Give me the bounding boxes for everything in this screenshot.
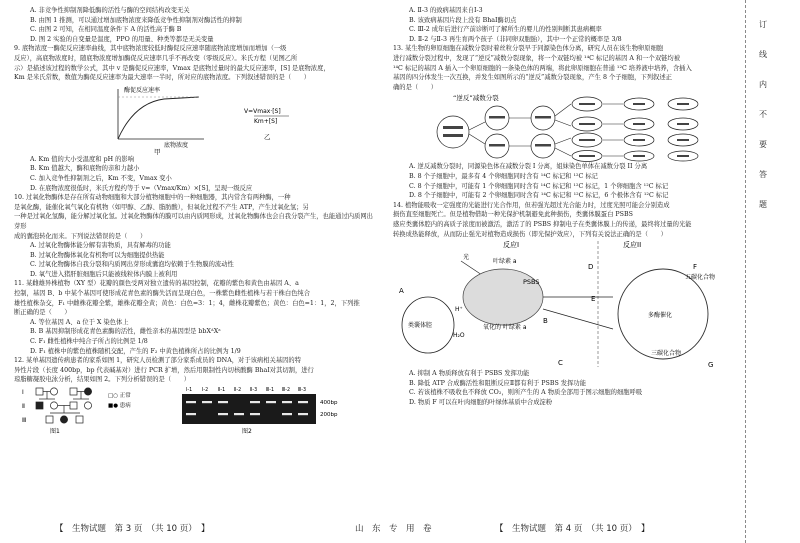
chart-xlabel: 底物浓度 (164, 141, 189, 149)
q12-stem-2: 异性片段（长度 400bp，bp 代表碱基对）进行 PCR 扩增，然后用限制性内切核酸酶 BhaⅠ对其切割，进行 (14, 366, 314, 374)
q8-option-a: A. 非竞争性抑制剂降低酶的活性与酶的空间结构改变无关 (30, 7, 190, 14)
pedigree-legend-normal: □○ 正常 (108, 393, 131, 399)
q12-option-a: A. Ⅱ-3 的致病基因来自Ⅰ-3 (409, 7, 483, 14)
letter-d: D (588, 263, 594, 272)
letter-g: G (708, 361, 714, 370)
psbs-label: PSBS (523, 278, 540, 287)
gel-lane-label: Ⅲ-2 (282, 388, 291, 393)
footer-right: 【 生物试题 第 4 页 （共 10 页） 】 (495, 524, 650, 534)
footer-left: 【 生物试题 第 3 页 （共 10 页） 】 (55, 524, 210, 534)
q10-stem-3: 一种是过氧化氢酶，能分解过氧化氢。过氧化物酶体的膜可以由内质网形成，过氧化物酶体也会自我分裂产生，也能通过内质网出芽形 (14, 213, 373, 230)
mm-formula-denominator: Km+[S] (254, 117, 278, 125)
q9-option-a: A. Km 值的大小受温度和 pH 的影响 (30, 155, 135, 163)
q14-option-a: A. 抑制 A 物质释放有利于 PSBS 发挥功能 (409, 370, 530, 378)
gel-lane-label: Ⅲ-1 (266, 388, 275, 393)
q13-stem-3: ¹⁴C 标记的基因 A 插入一个卵原细胞的一条染色体的两端，将此卵原细胞在普通 ¹²C 培养液中培养，含插入 (393, 64, 692, 72)
gel-background (182, 394, 316, 424)
q11-stem-1: 11. 某雌雄异株植物（XY 型）花瓣的颜色受两对独立遗传的基因控制，花瓣的紫色和黄色由基因 A、a (14, 280, 299, 288)
q14-stem-2: 损伤直至细胞死亡。但是植物借助一种光保护机制避免此种损伤，类囊体膜蛋白 PSBS (393, 211, 633, 219)
hplus-label: H⁺ (455, 306, 463, 314)
letter-c: C (558, 359, 563, 368)
q10-stem-1: 10. 过氧化物酶体是存在所有动物细胞和大部分植物细胞中的一种细胞器，其内常含有两种酶，一种 (14, 194, 291, 202)
q14-option-c: C. 若该植株不吸收也不释放 CO₂，则所产生的 A 物质全部用于图示细胞的细胞呼吸 (409, 389, 643, 397)
gel-lane-label: Ⅱ-2 (234, 388, 242, 393)
q14-stem-1: 14. 植物能吸收一定强度的光能进行光合作用，但若强光超过光合能力时，过度光照可能会分别造成 (393, 201, 670, 209)
left-column (14, 6, 376, 435)
letter-f: F (693, 263, 698, 272)
q9-stem-1: 9. 底物浓度一酶促反应速率曲线，其中底物浓度较低时酶促反应速率随底物浓度增加而增加（一级 (14, 45, 287, 53)
q9-stem-4: Km 是米氏常数，数值为酶促反应速率为最大速率一半时，所对应的底物浓度。下列叙述错误的是（ ） (14, 74, 311, 82)
gel-lane-label: Ⅱ-3 (250, 388, 258, 393)
gel-figure (172, 385, 377, 435)
q10-stem-4: 成的囊泡转化而来。下列说法错误的是（ ） (14, 232, 147, 240)
q11-option-d: D. F₁ 植株中的紫色植株随机交配，产生的 F₂ 中黄色植株所占的比例为 1/9 (30, 347, 241, 355)
reverse-meiosis-diagram (393, 92, 731, 162)
q9-option-b: B. Km 值越大，酶和底物的亲和力越小 (30, 165, 140, 173)
water-label: H₂O (453, 332, 465, 340)
q14-stem-4: 转换成热能释放，从而防止强光对植物造成损伤（即光保护效应），下列有关说法正确的是（ ） (393, 230, 667, 238)
letter-e: E (591, 295, 596, 304)
q12-figures (14, 385, 376, 435)
gel-lane-labels (186, 387, 306, 393)
q12-stem-1: 12. 某单基因遗传病患者的家系如图 1，研究人员检测了部分家系成员的 DNA，对于该病相关基因的特 (14, 357, 302, 365)
q8-option-c: C. 由图 2 可知，在相同温度条件下 A 的活性高于酶 B (30, 26, 182, 34)
chart-caption-yi: 乙 (264, 132, 271, 141)
q14-option-b: B. 降低 ATP 合成酶活性和阻断反应Ⅱ都有利于 PSBS 发挥功能 (409, 379, 586, 387)
q14-option-d: D. 物质 F 可以在叶肉细胞的叶绿体基质中合成淀粉 (409, 398, 553, 406)
chlorophyll-a-label: 叶绿素 a (493, 258, 517, 266)
q10-option-d: D. 氧气进入猪肝脏细胞后只能被线粒体内膜上被利用 (30, 270, 178, 278)
q13-option-b: B. 8 个子细胞中，最多有 4 个卵细胞同时含有 ¹⁴C 标记和 ¹²C 标记 (409, 172, 598, 180)
margin-char: 内 (759, 80, 767, 89)
pedigree-caption: 图1 (50, 428, 60, 435)
meiosis-label: “逆反”减数分裂 (453, 94, 499, 103)
page-footer (0, 522, 800, 536)
chart-caption-jia: 甲 (154, 147, 161, 155)
q14-stem-3: 感应类囊体腔内的高质子浓度而被激活，激活了的 PSBS 抑制电子在类囊体膜上的传递，最终将过量的光能 (393, 220, 692, 228)
q13-stem-4: 基因的四分体发生一次互换，并发生如图所示的“逆反”减数分裂现象，产生 8 个子细胞，下列叙述正 (393, 74, 672, 82)
q9-figure (14, 83, 376, 155)
chart-ylabel: 酶促反应速率 (124, 86, 161, 94)
q10-option-b: B. 过氧化物酶体氧化有机物可以为细胞提供热能 (30, 251, 165, 259)
margin-char: 订 (759, 20, 767, 29)
q13-option-a: A. 逆反减数分裂时，同源染色体在减数分裂 I 分离，姐妹染色单体在减数分裂 II 分离 (409, 163, 648, 171)
margin-char: 线 (759, 50, 767, 59)
margin-char: 答 (759, 170, 767, 179)
footer-center: 山 东 专 用 卷 (355, 524, 432, 534)
reaction-1-label: 反应I (503, 241, 520, 250)
meiosis-figure (393, 92, 731, 162)
binding-line (745, 0, 746, 543)
q13-stem-1: 13. 某生物的卵原细胞在减数分裂时着丝粒分裂早于同源染色体分离，研究人员在该生物卵原细胞 (393, 45, 664, 53)
gel-lane-label: Ⅲ-3 (298, 388, 307, 393)
q12-option-c: C. Ⅲ-2 成年后进行产前诊断可了解所生的婴儿的性别判断其患病概率 (409, 26, 602, 34)
binding-margin-text (757, 10, 769, 220)
q13-stem-2: 进行减数分裂过程中，发现了“逆反”减数分裂现象，将一个双链均被 ¹⁴C 标记的基因 A 和一个双链均被 (393, 54, 681, 62)
margin-char: 不 (759, 110, 767, 119)
margin-char: 要 (759, 140, 767, 149)
mm-formula-numerator: V=Vmax·[S] (244, 107, 281, 115)
q11-option-b: B. B 基因抑制形成花青色素酶的活性，雌性亲本的基因型是 bbXᴬXᵃ (30, 328, 221, 336)
gel-lane-label: Ⅱ-1 (218, 388, 226, 393)
oxidized-chl-label: 氧化的 叶绿素 a (483, 324, 527, 332)
margin-char: 题 (759, 200, 767, 209)
pedigree-legend-affected: ■● 患病 (108, 403, 131, 409)
enzyme-label: 多酶催化 (648, 312, 673, 320)
letter-a: A (399, 287, 404, 296)
gel-lane-label: Ⅰ-2 (202, 388, 209, 393)
q8-option-d: D. 图 2 实验的自变量是温度，PPO 的用量、种类等都是无关变量 (30, 35, 214, 43)
letter-b: B (543, 317, 548, 326)
q10-option-c: C. 过氧化物酶体自我分裂和内质网出芽形成囊泡均依赖于生物膜的流动性 (30, 261, 234, 269)
q12-option-d: D. Ⅱ-2 与Ⅱ-3 再生育两个孩子（非同卵双胞胎），其中一个正常的概率是 3/8 (409, 35, 622, 43)
pedigree-figure (20, 385, 170, 435)
right-column (393, 6, 731, 407)
pedigree-gen-2: Ⅱ (22, 403, 25, 410)
q12-stem-3: 琼脂糖凝胶电泳分析，结果如图 2。下列分析错误的是（ ） (14, 376, 191, 384)
q11-option-c: C. F₁ 雌性植株中纯合子所占的比例是 1/8 (30, 338, 148, 346)
q13-option-d: D. 8 个子细胞中，可能有 2 个卵细胞同时含有 ¹⁴C 标记和 ¹²C 标记，6 个极体含有 ¹²C 标记 (409, 192, 669, 200)
pga-label: 三碳化合物 (651, 350, 682, 358)
pedigree-gen-1: Ⅰ (22, 389, 24, 396)
gel-marker-200: 200bp (320, 412, 338, 418)
rubp-label: 五碳化合物 (685, 274, 716, 282)
gel-lane-label: Ⅰ-1 (186, 388, 193, 393)
enzyme-rate-chart (94, 83, 294, 155)
q8-option-b: B. 由图 1 推测，可以通过增加底物浓度来降低竞争性抑制剂对酶活性的抑制 (30, 16, 242, 24)
q9-stem-3: 示）是描述该过程的数学公式，其中 v 是酶促反应速率，Vmax 是底物过量时的最大反应速率，[S] 是底物浓度， (14, 64, 330, 72)
reaction-2-label: 反应II (623, 241, 642, 250)
q9-stem-2: 反应），高底物浓度时，随底物浓度增加酶促反应速率几乎不再改变（零级反应）。米氏方程（见图乙所 (14, 54, 298, 62)
pedigree-gen-3: Ⅲ (22, 417, 27, 424)
q12-option-b: B. 该致病基因片段上没有 BhaⅠ酶切点 (409, 16, 517, 24)
q11-stem-2: 控制，基因 B、b 中某个基因可使形成花青色素的酶失活而呈现白色，一株紫色雌性植株与若干株白色纯合 (14, 290, 311, 298)
q13-option-c: C. 8 个子细胞中，可能有 1 个卵细胞同时含有 ¹⁴C 标记和 ¹²C 标记，1 个卵细胞含 ¹²C 标记 (409, 182, 669, 190)
thylakoid-lumen-label: 类囊体腔 (408, 322, 433, 330)
light-label: 光 (463, 254, 470, 262)
q11-stem-4: 断正确的是（ ） (14, 309, 71, 317)
photosynthesis-diagram (393, 239, 731, 369)
photosynthesis-figure (393, 239, 731, 369)
q11-stem-3: 雄性植株杂交，F₁ 中雌株花瓣全紫，雄株花瓣全黄；黄色：白色=3：1；4，雌株花瓣紫色；黄色：白色=1：1，2，下列推 (14, 299, 360, 307)
q9-option-d: D. 在底物浓度很低时，米氏方程约等于 v=（Vmax/Km）×[S]，呈现一级反应 (30, 184, 253, 192)
q10-option-a: A. 过氧化物酶体能分解有害物质，具有解毒的功能 (30, 242, 171, 250)
q10-stem-2: 是氧化酶，能催化氧气氧化有机物（如甲醇、乙醇、脂肪酸），但氧化过程不产生 ATP，产生过氧化氢；另 (14, 203, 309, 211)
q13-stem-5: 确的是（ ） (393, 83, 438, 91)
gel-marker-400: 400bp (320, 400, 338, 406)
gel-caption: 图2 (242, 428, 252, 435)
q9-option-c: C. 加入竞争性抑制剂之后，Km 不变，Vmax 变小 (30, 174, 172, 182)
q11-option-a: A. 等位基因 A、a 位于 X 染色体上 (30, 318, 129, 326)
